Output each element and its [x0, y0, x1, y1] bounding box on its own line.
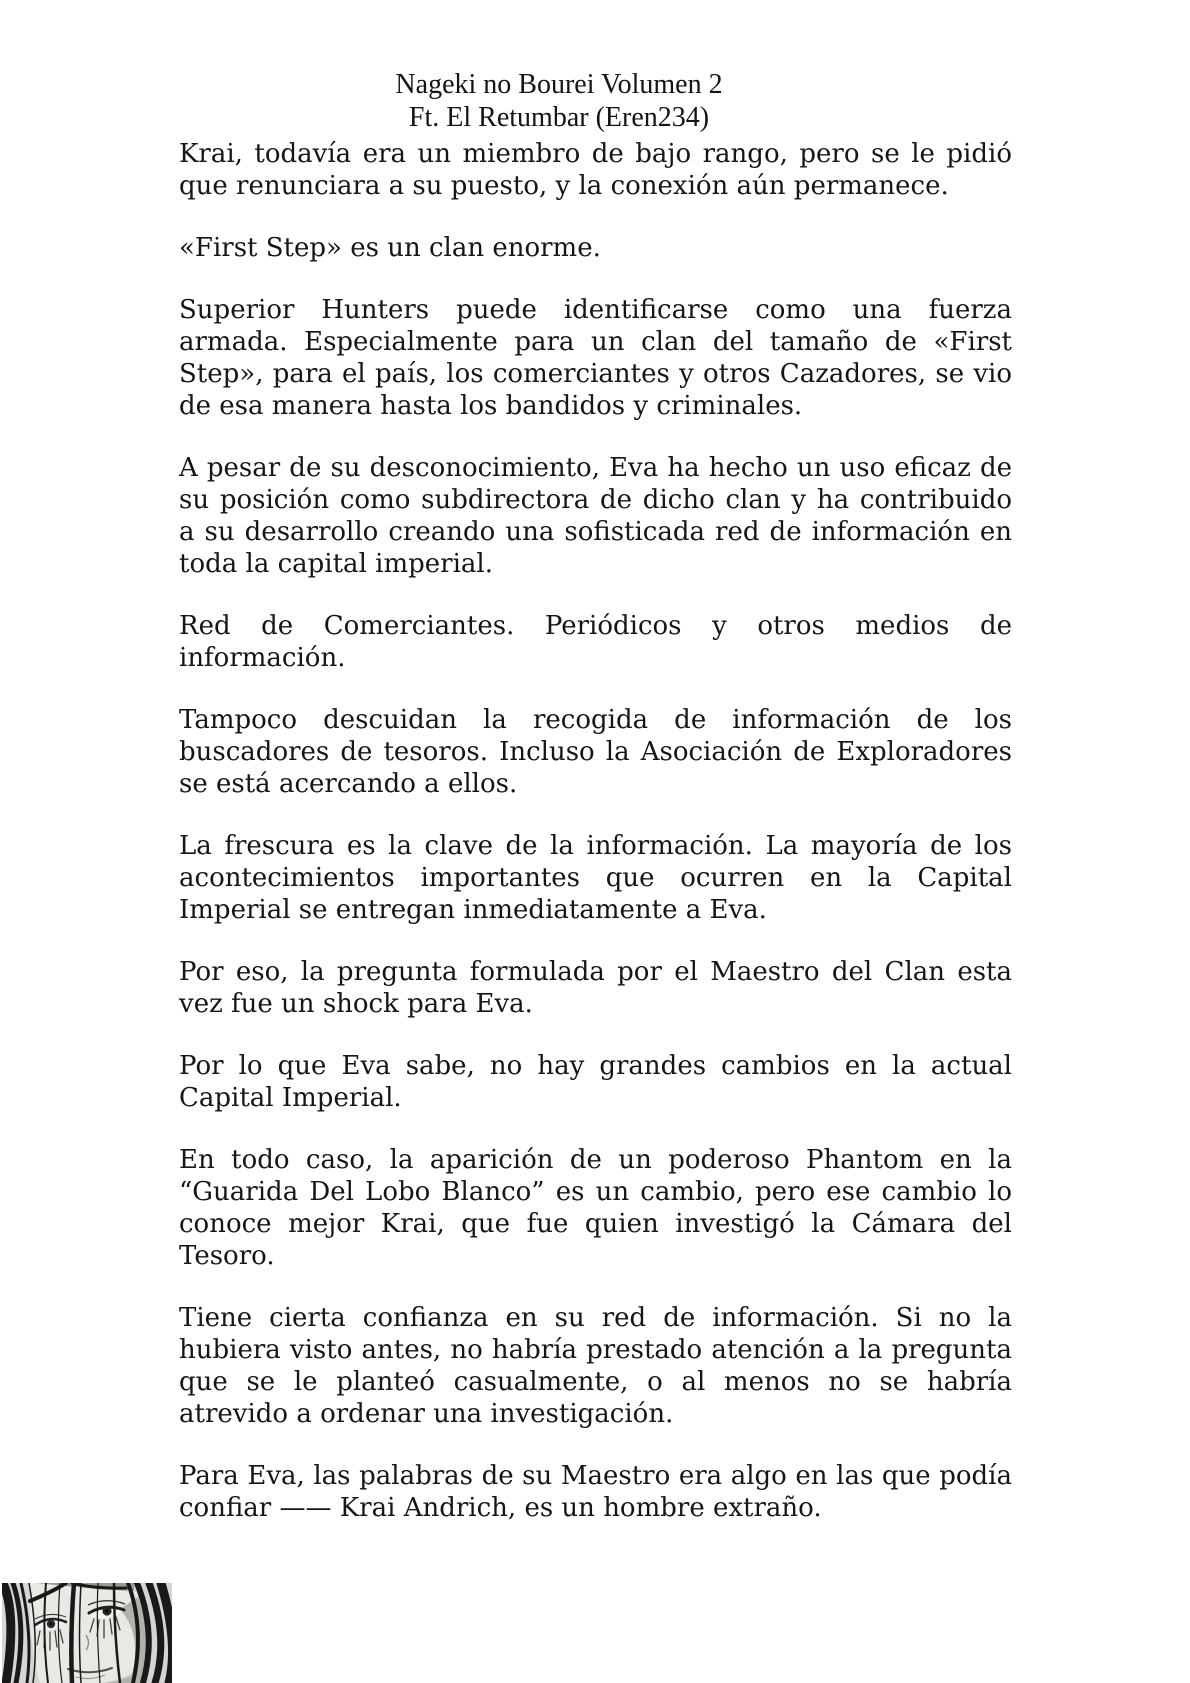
paragraph: Por lo que Eva sabe, no hay grandes cambios en la actual Capital Imperial.: [179, 1051, 1012, 1113]
paragraph: «First Step» es un clan enorme.: [179, 233, 601, 263]
paragraph: Tiene cierta confianza en su red de información. Si no la hubiera visto antes, no habría prestado atención a la pregunta que se le planteó casualmente, o al menos no se habría atrevido a ordenar una investigación.: [179, 1303, 1012, 1429]
paragraph: La frescura es la clave de la información. La mayoría de los acontecimientos importantes que ocurren en la Capital Imperial se entregan inmediatamente a Eva.: [179, 831, 1012, 925]
manga-face-illustration: [2, 1583, 172, 1683]
document-body: [179, 138, 1012, 1554]
paragraph: En todo caso, la aparición de un poderoso Phantom en la “Guarida Del Lobo Blanco” es un cambio, pero ese cambio lo conoce mejor Krai, que fue quien investigó la Cámara del Tesoro.: [179, 1145, 1012, 1271]
paragraph: Tampoco descuidan la recogida de información de los buscadores de tesoros. Incluso la Asociación de Exploradores se está acercando a ellos.: [179, 705, 1012, 799]
paragraph: Red de Comerciantes. Periódicos y otros medios de información.: [179, 611, 1012, 673]
title-line-2: Ft. El Retumbar (Eren234): [408, 102, 710, 133]
paragraph: Superior Hunters puede identificarse como una fuerza armada. Especialmente para un clan del tamaño de «First Step», para el país, los comerciantes y otros Cazadores, se vio de esa manera hasta los bandidos y criminales.: [179, 295, 1012, 421]
paragraph: Para Eva, las palabras de su Maestro era algo en las que podía confiar —— Krai Andrich, es un hombre extraño.: [179, 1461, 1012, 1523]
title-line-1: Nageki no Bourei Volumen 2: [395, 69, 723, 100]
paragraph: Krai, todavía era un miembro de bajo rango, pero se le pidió que renunciara a su puesto, y la conexión aún permanece.: [179, 139, 1012, 201]
paragraph: Por eso, la pregunta formulada por el Maestro del Clan esta vez fue un shock para Eva.: [179, 957, 1012, 1019]
paragraph: A pesar de su desconocimiento, Eva ha hecho un uso eficaz de su posición como subdirectora de dicho clan y ha contribuido a su desarrollo creando una sofisticada red de información en toda la capital imperial.: [179, 453, 1012, 579]
document-title: [180, 68, 1010, 134]
